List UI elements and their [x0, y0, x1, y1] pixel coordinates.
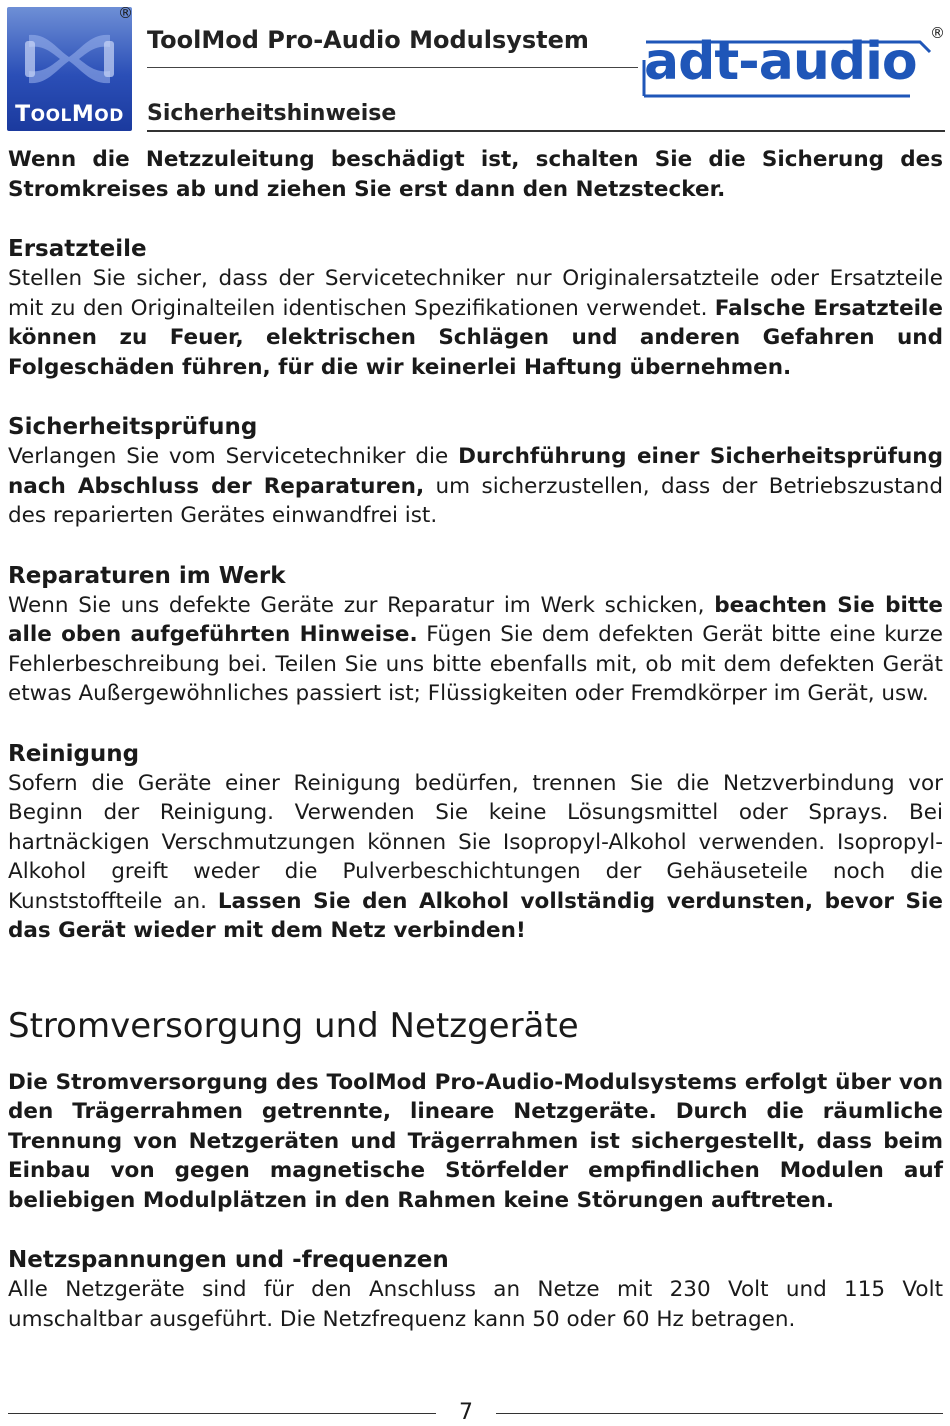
- section-text-netzspannungen: Alle Netzgeräte sind für den Anschluss an Netze mit 230 Volt und 115 Volt umschaltbar ausgeführt. Die Netzfrequenz kann 50 oder 60 Hz betragen.: [8, 1277, 943, 1332]
- section-text-sicherheitspruefung: Verlangen Sie vom Servicetechniker die Durchführung einer Sicherheitsprüfung nach Abschluss der Reparaturen, um sicherzustellen, dass der Betriebszustand des reparierten Gerätes einwandfrei ist.: [8, 444, 944, 528]
- toolmod-logo: [7, 7, 132, 131]
- registered-mark-brand: ®: [930, 24, 945, 42]
- header-divider: [147, 67, 638, 68]
- section-text-ersatzteile: Stellen Sie sicher, dass der Servicetechniker nur Originalersatzteile oder Ersatzteile mit zu den Originalteilen identischen Spezifikationen verwendet. Falsche Ersatzteile können zu Feuer, elektrischen Schlägen und anderen Gefahren und Folgeschäden führen, für die wir keinerlei Haftung übernehmen.: [8, 266, 943, 380]
- section-title-netzspannungen: Netzspannungen und -frequenzen: [8, 1247, 449, 1273]
- section-title-reparaturen: Reparaturen im Werk: [8, 562, 286, 589]
- toolmod-logo-text: TOOLMOD: [15, 102, 124, 127]
- section-text-reparaturen: Wenn Sie uns defekte Geräte zur Reparatur im Werk schicken, beachten Sie bitte alle oben aufgeführten Hinweise. Fügen Sie dem defekten Gerät bitte eine kurze Fehlerbeschreibung bei. Teilen Sie uns bitte ebenfalls mit, ob mit dem defekten Gerät etwas Außergewöhnliches passiert ist; Flüssigkeiten oder Fremdkörper im Gerät, usw.: [8, 592, 943, 706]
- chapter-intro: Die Stromversorgung des ToolMod Pro-Audio-Modulsystems erfolgt über von den Trägerrahmen getrennte, lineare Netzgeräte. Durch die räumliche Trennung von Netzgeräten und Trägerrahmen ist sichergestellt, dass beim Einbau von gegen magnetische Störfelder empfindlichen Modulen auf beliebigen Modulplätzen in den Rahmen keine Störungen auftreten.: [8, 1069, 943, 1213]
- footer-rule-left: [8, 1413, 436, 1414]
- page-content: [8, 145, 943, 1334]
- section-text-reinigung: Sofern die Geräte einer Reinigung bedürfen, trennen Sie die Netzverbindung vor Beginn der Reinigung. Verwenden Sie keine Lösungsmittel oder Sprays. Bei hartnäckigen Verschmutzungen können Sie Isopropyl-Alkohol verwenden. Isopropyl-Alkohol greift weder die Pulverbeschichtungen der Gehäuseteile noch die Kunststoffteile an. Lassen Sie den Alkohol vollständig verdunsten, bevor Sie das Gerät wieder mit dem Netz verbinden!: [8, 770, 943, 943]
- header-title: ToolMod Pro-Audio Modulsystem: [147, 26, 589, 54]
- toolmod-logo-icon: [7, 7, 132, 102]
- section-title-sicherheitspruefung: Sicherheitsprüfung: [8, 414, 258, 440]
- registered-mark: ®: [118, 4, 133, 22]
- section-title-reinigung: Reinigung: [8, 740, 140, 767]
- chapter-title: Stromversorgung und Netzgeräte: [8, 1005, 579, 1046]
- section-title-ersatzteile: Ersatzteile: [8, 236, 147, 262]
- footer-rule-right: [496, 1413, 943, 1414]
- header-underline: [147, 130, 945, 132]
- adt-audio-logo: [640, 32, 940, 102]
- adt-audio-wordmark: adt-audio: [644, 32, 917, 92]
- intro-paragraph: Wenn die Netzzuleitung beschädigt ist, schalten Sie die Sicherung des Stromkreises ab und ziehen Sie erst dann den Netzstecker.: [8, 147, 943, 202]
- header-subtitle: Sicherheitshinweise: [147, 101, 397, 126]
- page-number: 7: [459, 1400, 473, 1425]
